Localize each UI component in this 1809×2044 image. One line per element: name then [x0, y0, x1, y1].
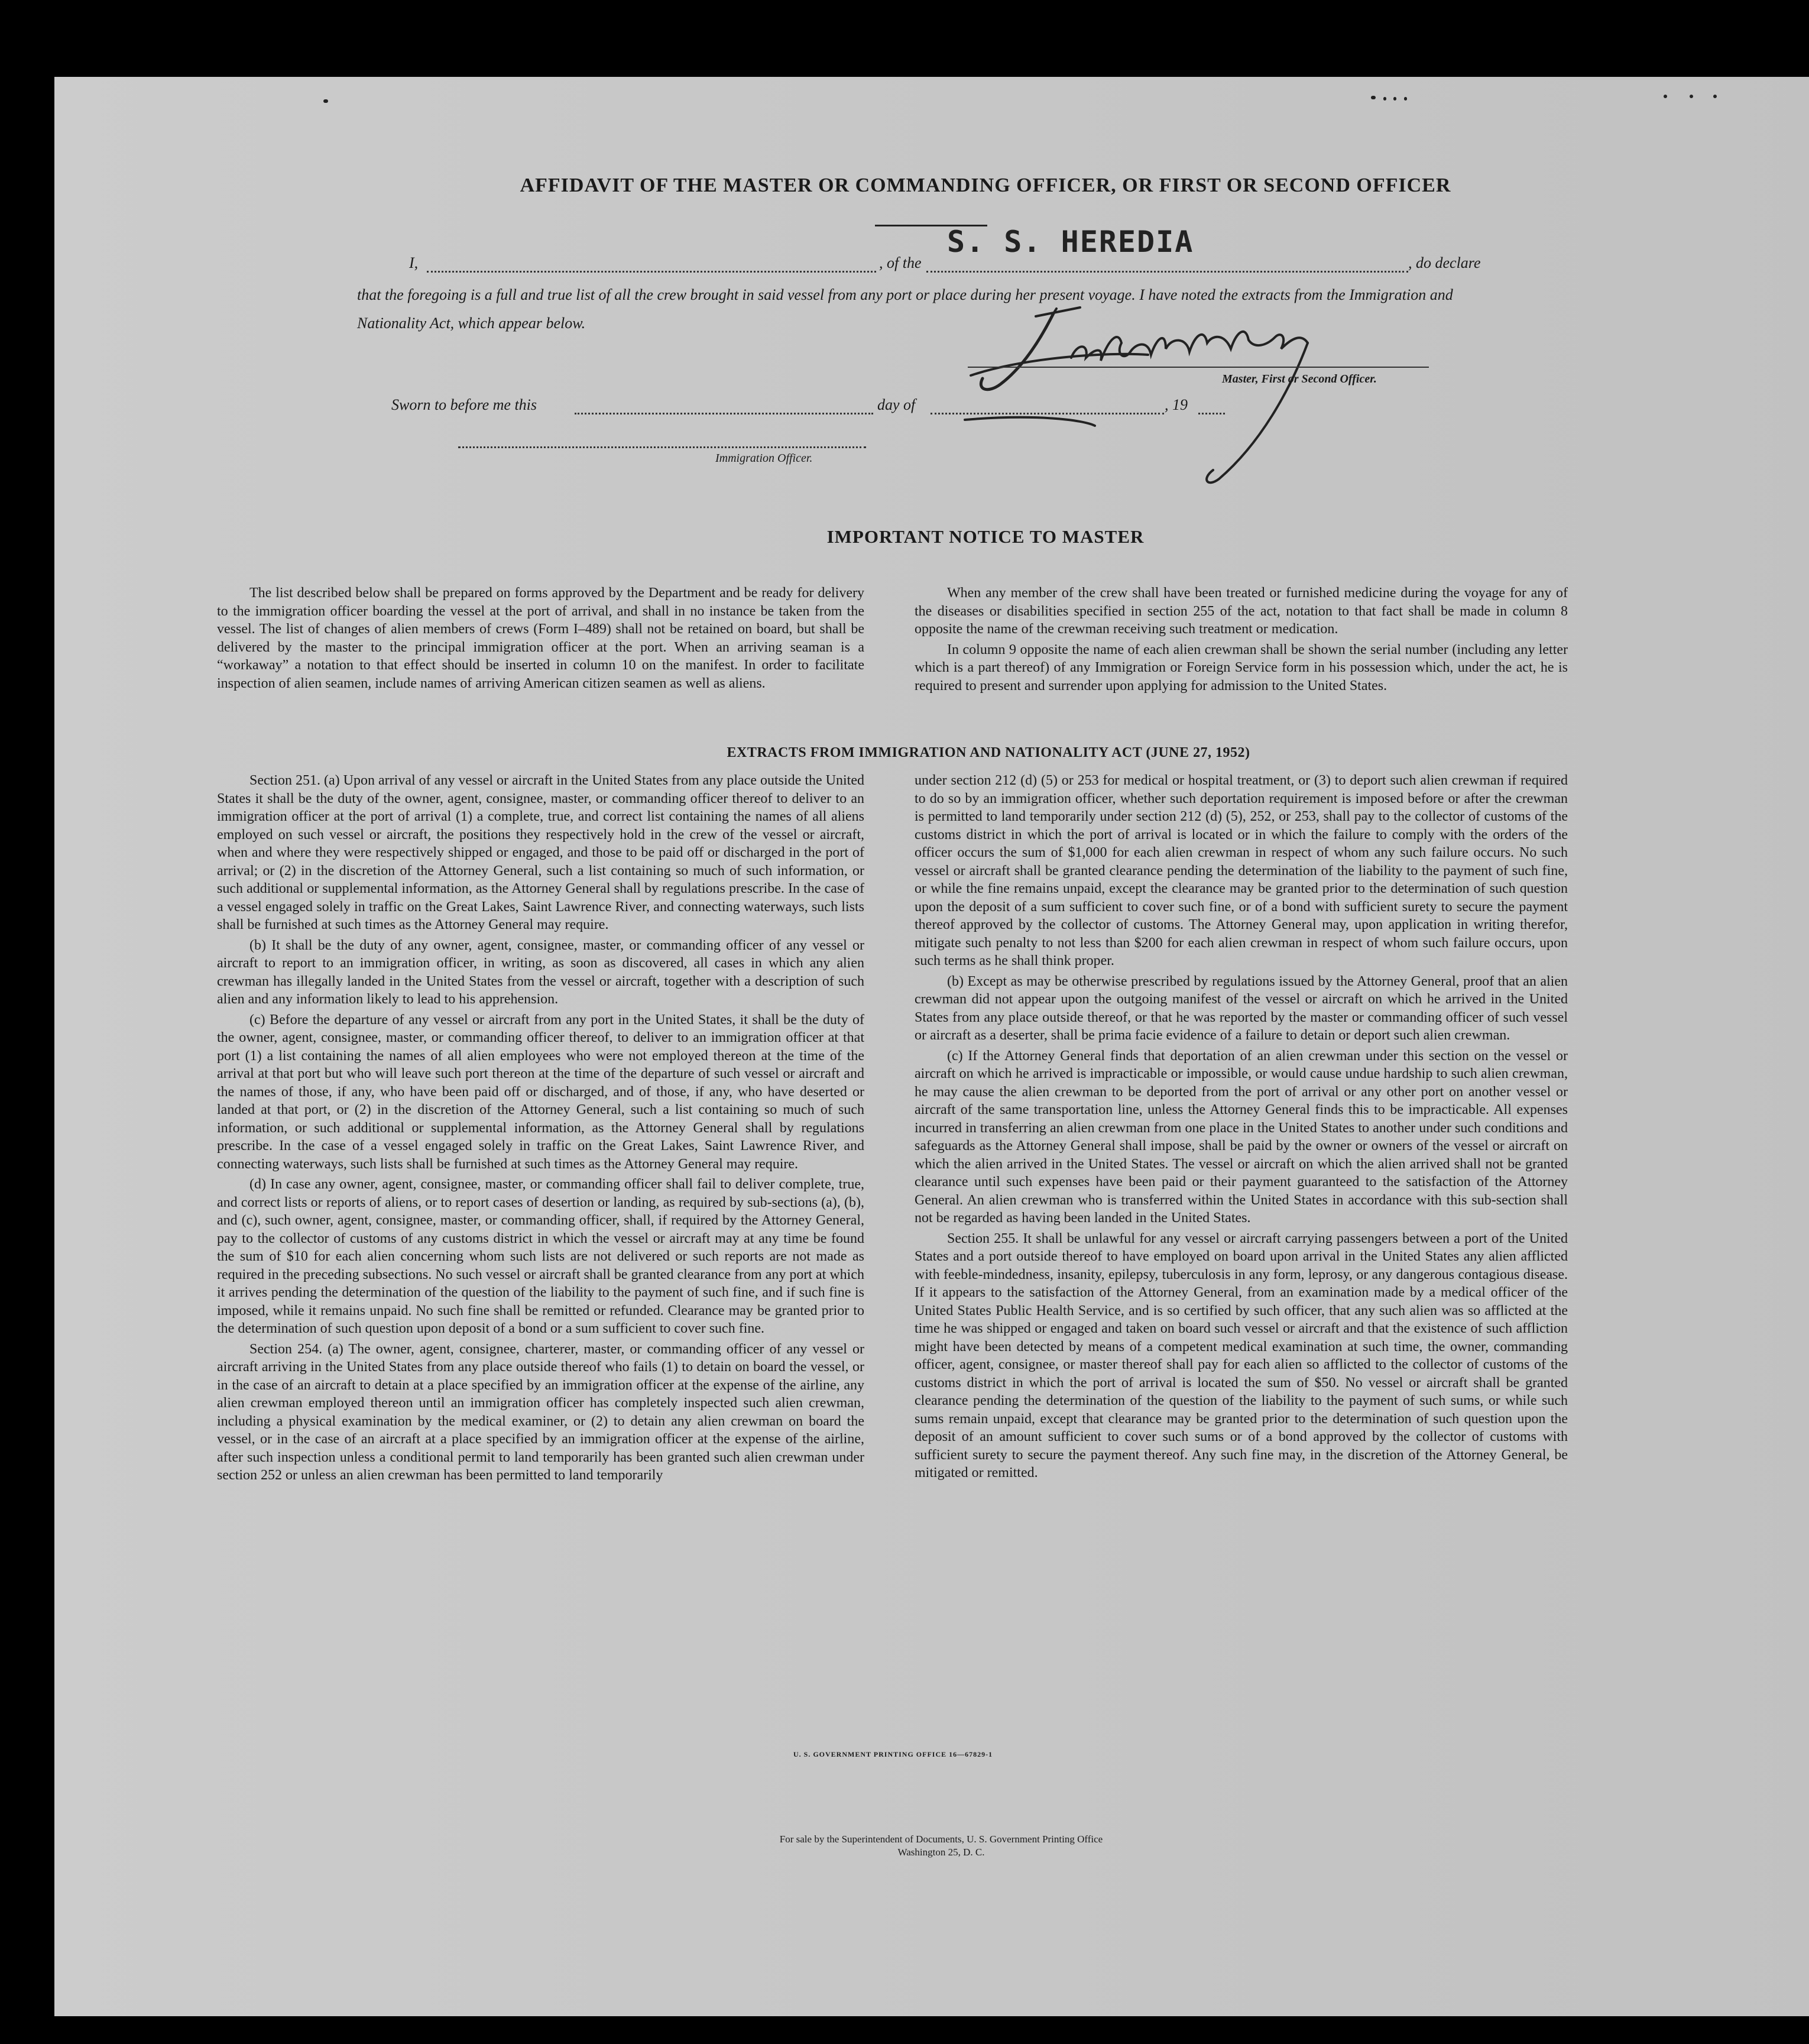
extracts-right-column	[915, 772, 1568, 1482]
extract-paragraph: (b) Except as may be otherwise prescribed by regulations issued by the Attorney General, proof that an alien crewman did not appear upon the outgoing manifest of the vessel or aircraft on which he arrived in the United States from any place outside thereof, or that he was reported by the master or commanding officer of such vessel or aircraft as a deserter, shall be prima facie evidence of a failure to detain or deport such alien crewman.	[915, 973, 1568, 1043]
notice-paragraph: When any member of the crew shall have been treated or furnished medicine during the voyage for any of the diseases or disabilities specified in section 255 of the act, notation to that fact shall be made in column 8 opposite the name of the crewman receiving such treatment or medication.	[915, 585, 1568, 637]
extract-paragraph: under section 212 (d) (5) or 253 for medical or hospital treatment, or (3) to deport such alien crewman if required to do so by an immigration officer, whether such deportation requirement is imposed before or after the crewman is permitted to land temporarily under section 212 (d) (5), 252, or 253, shall pay to the collector of customs of the customs district in which the port of arrival is located or in which the failure to comply with the orders of the officer occurs the sum of $1,000 for each alien crewman in respect of whom any such failure occurs. No such vessel or aircraft shall be granted clearance pending the determination of the liability to the payment of such fine, or while the fine remains unpaid, except the clearance may be granted prior to the determination of such question upon the deposit of a sum sufficient to cover such fine, or of a bond with sufficient surety to secure the payment thereof approved by the collector of customs. The Attorney General may, upon application in writing therefor, mitigate such penalty to not less than $200 for each alien crewman in respect of whom such failure occurs, upon such terms as he shall think proper.	[915, 773, 1568, 968]
extract-paragraph: Section 251. (a) Upon arrival of any vessel or aircraft in the United States from any place outside the United States it shall be the duty of the owner, agent, consignee, master, or commanding officer thereof to deliver to an immigration officer at the port of arrival (1) a complete, true, and correct list containing the names of all aliens employed on such vessel or aircraft, the positions they respectively hold in the crew of the vessel or aircraft, when and where they were respectively shipped or engaged, and those to be paid off or discharged in the port of arrival; or (2) in the discretion of the Attorney General, such a list containing so much of such information, or such additional or supplemental information, as the Attorney General shall by regulations prescribe. In the case of a vessel engaged solely in traffic on the Great Lakes, Saint Lawrence River, and connecting waterways, such lists shall be furnished at such times as the Attorney General may require.	[217, 773, 864, 932]
sale-line-2: Washington 25, D. C.	[897, 1847, 985, 1858]
extract-paragraph: Section 254. (a) The owner, agent, consignee, charterer, master, or commanding officer of any vessel or aircraft arriving in the United States from any place outside thereof who fails (1) to detain on board the vessel, or in the case of an aircraft to detain at a place specified by an immigration officer at the expense of the airline, any alien crewman employed thereon until an immigration officer has completely inspected such alien crewman, including a physical examination by the medical examiner, or (2) to detain any alien crewman on board the vessel, or in the case of an aircraft at a place specified by an immigration officer at the expense of the airline, after such inspection unless a conditional permit to land temporarily has been granted such alien crewman under section 252 or unless an alien crewman has been permitted to land temporarily	[217, 1341, 864, 1483]
notice-left-column	[217, 584, 864, 692]
vessel-name: S. S. HEREDIA	[947, 225, 1194, 259]
notice-paragraph: The list described below shall be prepared on forms approved by the Department and be ready for delivery to the immigration officer boarding the vessel at the port of arrival, and shall in no instance be taken from the vessel. The list of changes of alien members of crews (Form I–489) shall not be retained on board, but shall be delivered by the master to the principal immigration officer at the port. When an arriving seaman is a “workaway” a notation to that effect should be inserted in column 10 on the manifest. In order to facilitate inspection of alien seamen, include names of arriving American citizen seamen as well as aliens.	[217, 585, 864, 691]
immigration-officer-line	[458, 446, 866, 448]
sale-line-1: For sale by the Superintendent of Documents, U. S. Government Printing Office	[779, 1834, 1103, 1845]
notice-right-column	[915, 584, 1568, 695]
affidavit-statement: that the foregoing is a full and true list of all the crew brought in said vessel from any port or place during her present voyage. I have noted the extracts from the Immigration and Nationality Act, which appear below.	[357, 286, 1453, 332]
sworn-day-blank	[575, 413, 873, 414]
document-page	[54, 77, 1809, 2016]
printing-office-note: U. S. GOVERNMENT PRINTING OFFICE 16—67829-1	[793, 1750, 993, 1758]
do-declare-label: , do declare	[1408, 254, 1481, 271]
sworn-label: Sworn to before me this	[391, 396, 537, 413]
vessel-blank	[926, 271, 1408, 273]
extracts-title: EXTRACTS FROM IMMIGRATION AND NATIONALITY ACT (JUNE 27, 1952)	[727, 745, 1250, 760]
affidavit-title: AFFIDAVIT OF THE MASTER OR COMMANDING OFFICER, OR FIRST OR SECOND OFFICER	[520, 174, 1451, 196]
notice-title: IMPORTANT NOTICE TO MASTER	[826, 526, 1145, 547]
immigration-officer-label: Immigration Officer.	[715, 452, 813, 465]
notice-paragraph: In column 9 opposite the name of each alien crewman shall be shown the serial number (including any letter which is a part thereof) of any Immigration or Foreign Service form in his possession which, under the act, he is required to present and surrender upon applying for admission to the United States.	[915, 642, 1568, 694]
master-officer-label: Master, First or Second Officer.	[1222, 372, 1377, 386]
of-the-label: , of the	[879, 254, 922, 271]
day-of-label: day of	[877, 396, 916, 413]
sale-notice	[646, 1833, 1237, 1859]
sworn-month-blank	[931, 413, 1164, 414]
extracts-left-column	[217, 772, 864, 1485]
extract-paragraph: (c) If the Attorney General finds that deportation of an alien crewman under this section on the vessel or aircraft on which he arrived is impracticable or impossible, or would cause undue hardship to such alien crewman, he may cause the alien crewman to be deported from the port of arrival or any other port on another vessel or aircraft of the same transportation line, unless the Attorney General finds this to be impracticable. All expenses incurred in transferring an alien crewman from one place in the United States to another under such conditions and safeguards as the Attorney General shall impose, shall be paid by the owner or owners of the vessel or aircraft on which the alien arrived in the United States. The vessel or aircraft on which the alien arrived shall not be granted clearance until such expenses have been paid or their payment guaranteed to the satisfaction of the Attorney General. An alien crewman who is transferred within the United States in accordance with this sub-section shall not be regarded as having been landed in the United States.	[915, 1048, 1568, 1226]
sworn-year-blank	[1198, 413, 1225, 414]
extract-paragraph: Section 255. It shall be unlawful for any vessel or aircraft carrying passengers between a port of the United States and a port outside thereof to have employed on board upon arrival in the United States any alien afflicted with feeble-mindedness, insanity, epilepsy, tuberculosis in any form, leprosy, or any dangerous contagious disease. If it appears to the satisfaction of the Attorney General, from an examination made by a medical officer of the United States Public Health Service, and is so certified by such officer, that any such alien was so afflicted at the time he was shipped or engaged and taken on board such vessel or aircraft and that the existence of such affliction might have been detected by means of a competent medical examination at such time, the owner, commanding officer, agent, consignee, or master thereof shall pay for each alien so afflicted to the collector of customs of the customs district in which the port of arrival is located the sum of $50. No vessel or aircraft shall be granted clearance pending the determination of the question of the liability to the payment of such sums, or while such sums remain unpaid, except that clearance may be granted prior to the determination of such question upon the deposit of an amount sufficient to cover such sums or of a bond approved by the collector of customs with sufficient surety to secure the payment thereof. Any such fine may, in the discretion of the Attorney General, be mitigated or remitted.	[915, 1230, 1568, 1481]
master-signature-line	[968, 367, 1429, 368]
extract-paragraph: (c) Before the departure of any vessel or aircraft from any port in the United States, it shall be the duty of the owner, agent, consignee, master, or commanding officer thereof, to deliver to an immigration officer at that port (1) a list containing the names of all alien employees who were not employed thereon at the time of the arrival at that port but who will leave such port thereon at the time of the departure of such vessel or aircraft and the names of those, if any, who have been paid off or discharged, and of those, if any, who have deserted or landed at that port, or (2) in the discretion of the Attorney General, such a list containing so much of such information, or such additional or supplemental information, as the Attorney General shall by regulations prescribe. In the case of a vessel engaged solely in traffic on the Great Lakes, Saint Lawrence River, and connecting waterways, such lists shall be furnished at such times as the Attorney General may require.	[217, 1012, 864, 1172]
i-label: I,	[409, 254, 419, 271]
name-blank	[427, 271, 876, 273]
year-label: , 19	[1165, 396, 1188, 413]
extract-paragraph: (d) In case any owner, agent, consignee, master, or commanding officer shall fail to deliver complete, true, and correct lists or reports of aliens, or to report cases of desertion or landing, as required by sub-sections (a), (b), and (c), such owner, agent, consignee, master, or commanding officer, shall, if required by the Attorney General, pay to the collector of customs of any customs district in which the vessel or aircraft may at any time be found the sum of $10 for each alien concerning whom such lists are not delivered or such reports are not made as required in the preceding subsections. No such vessel or aircraft shall be granted clearance from any port at which it arrives pending the determination of the question of the liability to the payment of such fine, and if such fine is imposed, while it remains unpaid. No such fine shall be remitted or refunded. Clearance may be granted prior to the determination of such question upon deposit of a bond or a sum sufficient to cover such fine.	[217, 1177, 864, 1336]
extract-paragraph: (b) It shall be the duty of any owner, agent, consignee, master, or commanding officer of any vessel or aircraft to report to an immigration officer, in writing, as soon as discovered, all cases in which any alien crewman has illegally landed in the United States from the vessel or aircraft, together with a description of such alien and any information likely to lead to his apprehension.	[217, 937, 864, 1007]
